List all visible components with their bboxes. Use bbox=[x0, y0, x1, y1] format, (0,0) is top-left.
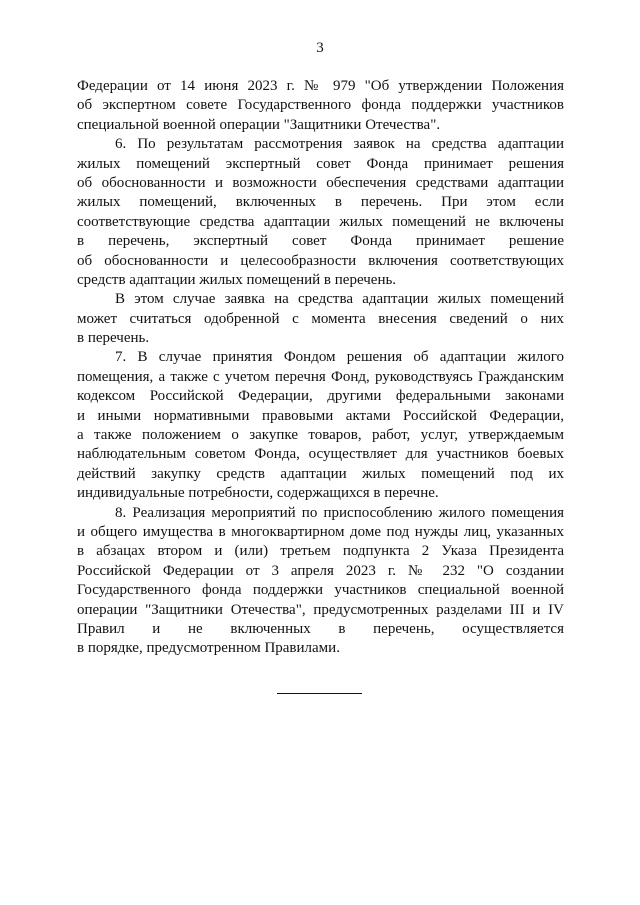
text-line: специальной военной операции "Защитники Отечества". bbox=[77, 116, 441, 133]
text-line: наблюдательным советом Фонда, осуществляет для участников боевых bbox=[77, 446, 564, 463]
text-line: в перечень, экспертный совет Фонда принимает решение bbox=[77, 233, 564, 250]
text-line: Государственного фонда поддержки участников специальной военной bbox=[77, 582, 564, 599]
text-line: жилых помещений экспертный совет Фонда принимает решения bbox=[77, 155, 564, 172]
text-line: Российской Федерации от 3 апреля 2023 г. № 232 "О создании bbox=[77, 562, 564, 579]
text-line: помещения, а также с учетом перечня Фонд, руководствуясь Гражданским bbox=[77, 368, 564, 385]
text-line: об экспертном совете Государственного фонда поддержки участников bbox=[77, 97, 564, 114]
text-line: 8. Реализация мероприятий по приспособлению жилого помещения bbox=[115, 504, 564, 521]
text-line: в порядке, предусмотренном Правилами. bbox=[77, 640, 340, 657]
text-line: об обоснованности и возможности обеспечения средствами адаптации bbox=[77, 174, 564, 191]
text-line: операции "Защитники Отечества", предусмотренных разделами III и IV bbox=[77, 601, 564, 618]
text-line: средств адаптации жилых помещений в перечень. bbox=[77, 271, 397, 288]
text-line: 7. В случае принятия Фондом решения об адаптации жилого bbox=[115, 349, 564, 366]
text-line: Федерации от 14 июня 2023 г. № 979 "Об утверждении Положения bbox=[77, 78, 564, 94]
text-line: соответствующие средства адаптации жилых помещений не включены bbox=[77, 213, 564, 230]
text-line: в абзацах втором и (или) третьем подпункта 2 Указа Президента bbox=[77, 543, 564, 560]
page-number: 3 bbox=[316, 40, 324, 56]
text-line: может считаться одобренной с момента внесения сведений о них bbox=[77, 310, 564, 327]
text-line: в перечень. bbox=[77, 330, 150, 347]
text-line: и общего имущества в многоквартирном доме под нужды лиц, указанных bbox=[77, 523, 564, 540]
text-line: индивидуальные потребности, содержащихся в перечне. bbox=[77, 485, 439, 502]
text-line: кодексом Российской Федерации, другими федеральными законами bbox=[77, 388, 564, 405]
text-line: 6. По результатам рассмотрения заявок на средства адаптации bbox=[115, 136, 564, 153]
text-line: и иными нормативными правовыми актами Российской Федерации, bbox=[77, 407, 564, 424]
text-line: В этом случае заявка на средства адаптации жилых помещений bbox=[115, 291, 564, 308]
text-line: об обоснованности и целесообразности включения соответствующих bbox=[77, 252, 564, 269]
text-line: Правил и не включенных в перечень, осуществляется bbox=[77, 620, 564, 637]
document-body bbox=[77, 77, 564, 659]
text-line: действий закупку средств адаптации жилых помещений под их bbox=[77, 465, 564, 482]
text-line: а также положением о закупке товаров, работ, услуг, утверждаемым bbox=[77, 427, 564, 444]
end-divider bbox=[277, 693, 362, 694]
text-line: жилых помещений, включенных в перечень. При этом если bbox=[77, 194, 564, 211]
